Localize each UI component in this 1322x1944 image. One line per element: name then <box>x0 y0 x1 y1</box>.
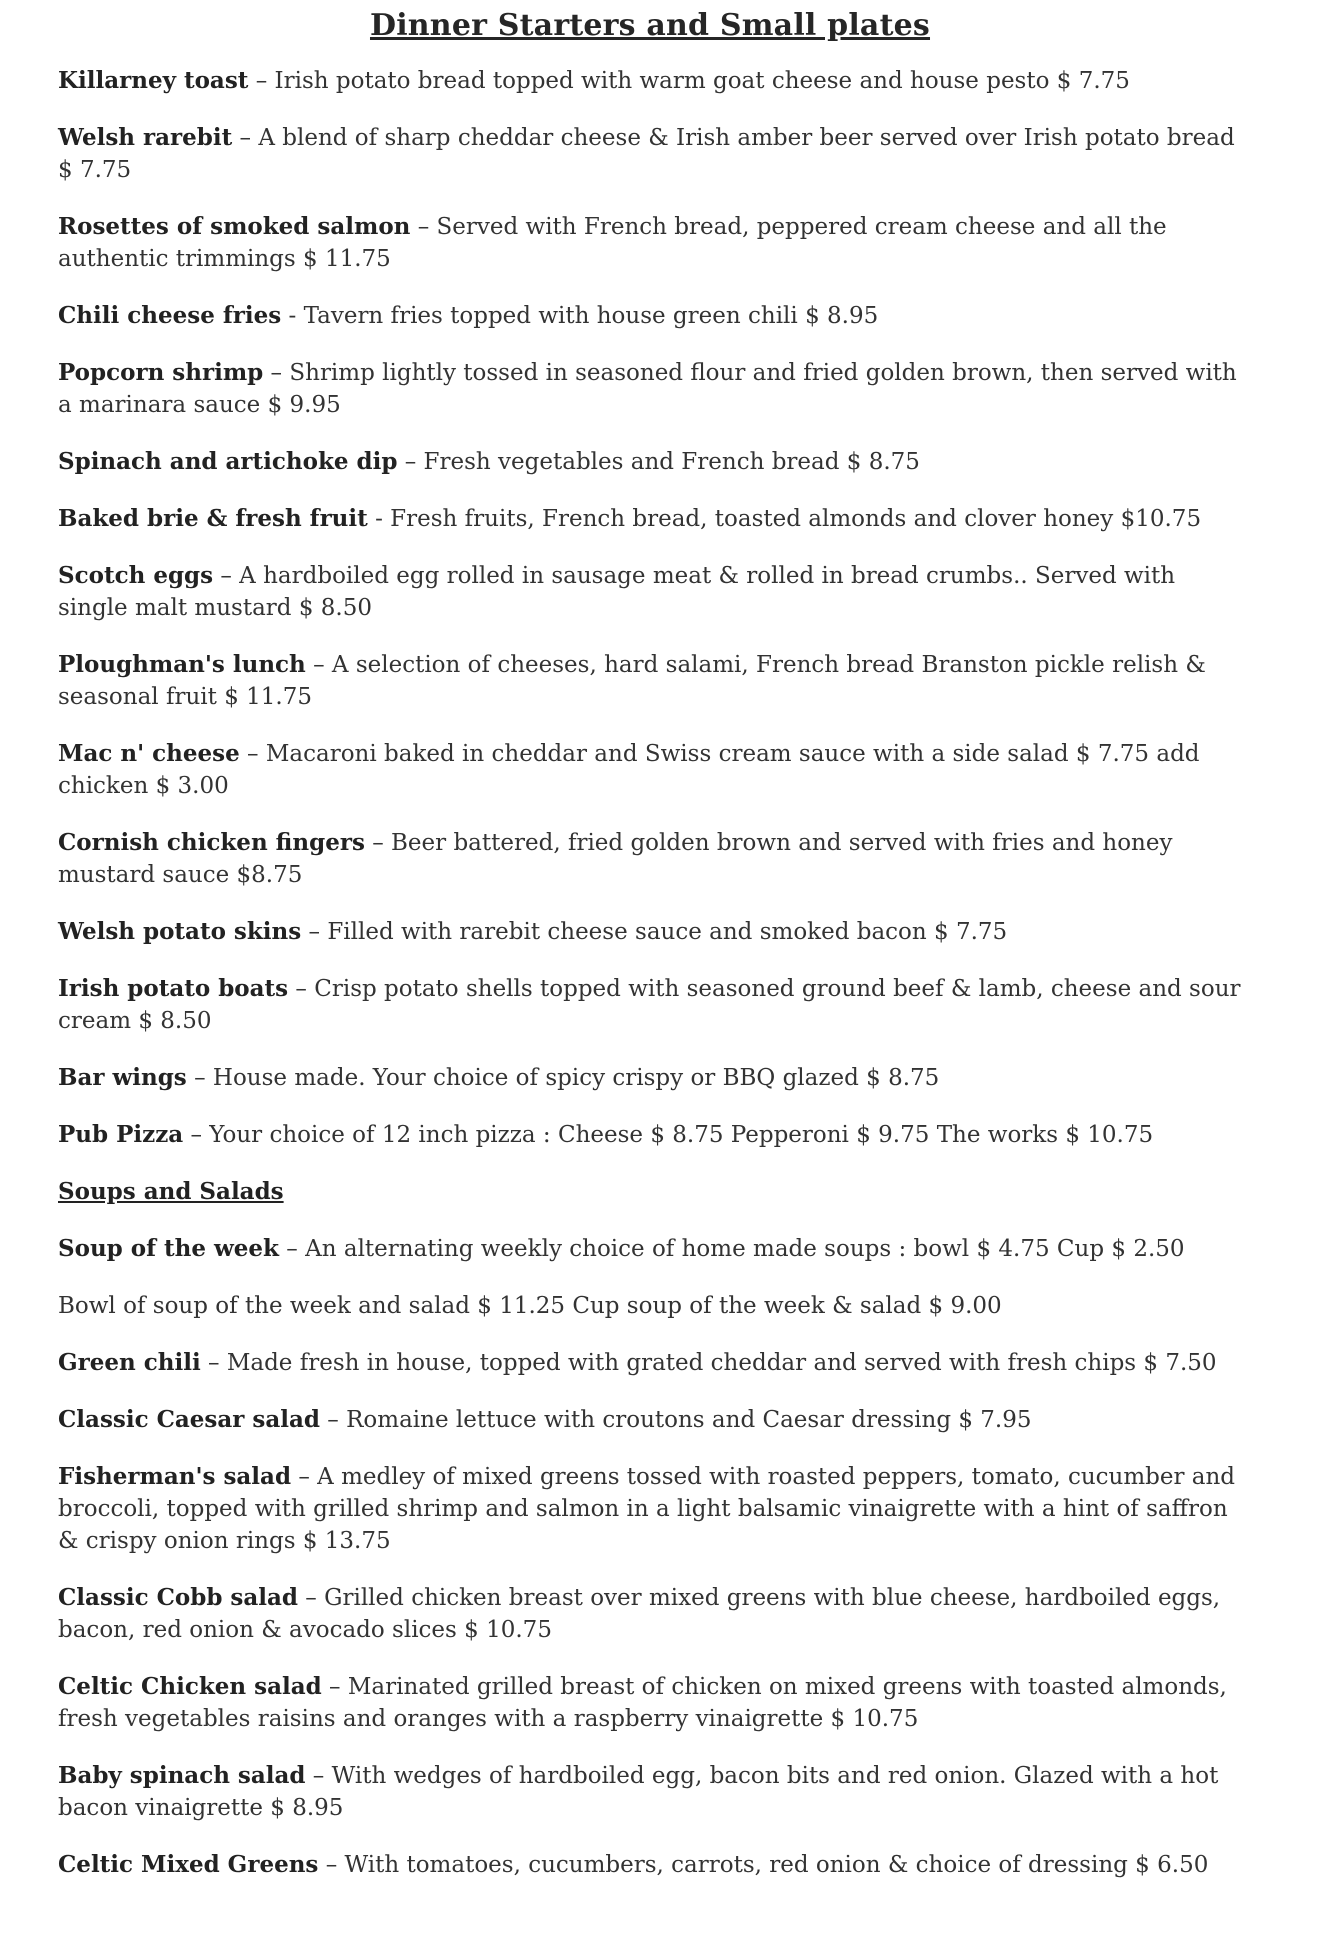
menu-title: Dinner Starters and Small plates <box>369 8 931 43</box>
item-name: Welsh rarebit <box>58 124 233 151</box>
menu-item <box>58 1233 1242 1265</box>
menu-item <box>58 1119 1242 1151</box>
menu-item <box>58 122 1242 186</box>
item-name: Welsh potato skins <box>58 918 302 945</box>
menu-item <box>58 649 1242 713</box>
menu-item <box>58 1671 1242 1735</box>
item-name: Green chili <box>58 1349 201 1376</box>
menu-item <box>58 560 1242 624</box>
item-name: Popcorn shrimp <box>58 359 264 386</box>
menu-item <box>58 1849 1242 1881</box>
item-name: Celtic Mixed Greens <box>58 1851 319 1878</box>
item-description: – A medley of mixed greens tossed with roasted peppers, tomato, cucumber and broccoli, topped with grilled shrimp and salmon in a light balsamic vinaigrette with a hint of saffron & crispy onion rings $ 13.75 <box>58 1464 1236 1554</box>
item-description: – A blend of sharp cheddar cheese & Irish amber beer served over Irish potato bread $ 7.75 <box>58 125 1235 183</box>
item-name: Soup of the week <box>58 1235 279 1262</box>
item-name: Mac n' cheese <box>58 740 240 767</box>
menu-item <box>58 1582 1242 1646</box>
menu-item <box>58 1404 1242 1436</box>
item-name: Spinach and artichoke dip <box>58 448 398 475</box>
item-description: – With wedges of hardboiled egg, bacon bits and red onion. Glazed with a hot bacon vinaigrette $ 8.95 <box>58 1763 1219 1821</box>
item-description: – House made. Your choice of spicy crispy or BBQ glazed $ 8.75 <box>186 1065 940 1091</box>
item-description: – Romaine lettuce with croutons and Caesar dressing $ 7.95 <box>319 1407 1032 1433</box>
menu-item <box>58 211 1242 275</box>
soups-salads-list <box>58 1233 1242 1881</box>
menu-item <box>58 1760 1242 1824</box>
item-name: Baked brie & fresh fruit <box>58 505 368 532</box>
item-name: Baby spinach salad <box>58 1762 306 1789</box>
item-description: – Irish potato bread topped with warm goat cheese and house pesto $ 7.75 <box>248 68 1130 94</box>
item-description: – Macaroni baked in cheddar and Swiss cream sauce with a side salad $ 7.75 add chicken $ 3.00 <box>58 741 1200 799</box>
menu-item <box>58 503 1242 535</box>
menu-item <box>58 1290 1242 1322</box>
item-description: – Shrimp lightly tossed in seasoned flour and fried golden brown, then served with a marinara sauce $ 9.95 <box>58 360 1237 418</box>
item-description: – Crisp potato shells topped with seasoned ground beef & lamb, cheese and sour cream $ 8.50 <box>58 976 1241 1034</box>
item-description: – A selection of cheeses, hard salami, French bread Branston pickle relish & seasonal fruit $ 11.75 <box>58 652 1206 710</box>
starters-list <box>58 65 1242 1151</box>
item-description: – Beer battered, fried golden brown and served with fries and honey mustard sauce $8.75 <box>58 830 1173 888</box>
item-description: – A hardboiled egg rolled in sausage meat & rolled in bread crumbs.. Served with single malt mustard $ 8.50 <box>58 563 1176 621</box>
item-name: Cornish chicken fingers <box>58 829 365 856</box>
item-description: – Marinated grilled breast of chicken on mixed greens with toasted almonds, fresh vegetables raisins and oranges with a raspberry vinaigrette $ 10.75 <box>58 1674 1227 1732</box>
menu-item <box>58 973 1242 1037</box>
menu-item <box>58 65 1242 97</box>
item-name: Classic Caesar salad <box>58 1406 320 1433</box>
item-name: Irish potato boats <box>58 975 289 1002</box>
item-name: Pub Pizza <box>58 1121 184 1148</box>
item-description: – Your choice of 12 inch pizza : Cheese $ 8.75 Pepperoni $ 9.75 The works $ 10.75 <box>183 1122 1154 1148</box>
item-description: – With tomatoes, cucumbers, carrots, red onion & choice of dressing $ 6.50 <box>318 1852 1209 1878</box>
item-description: – Fresh vegetables and French bread $ 8.75 <box>397 449 920 475</box>
item-description: – Made fresh in house, topped with grated cheddar and served with fresh chips $ 7.50 <box>200 1350 1217 1376</box>
menu-item <box>58 446 1242 478</box>
item-name: Chili cheese fries <box>58 302 282 329</box>
item-name: Celtic Chicken salad <box>58 1673 322 1700</box>
item-name: Ploughman's lunch <box>58 651 306 678</box>
menu-item <box>58 738 1242 802</box>
menu-item <box>58 1461 1242 1557</box>
item-name: Fisherman's salad <box>58 1463 292 1490</box>
item-description: - Fresh fruits, French bread, toasted almonds and clover honey $10.75 <box>367 506 1202 532</box>
item-description: – Grilled chicken breast over mixed greens with blue cheese, hardboiled eggs, bacon, red onion & avocado slices $ 10.75 <box>58 1585 1221 1643</box>
menu-item <box>58 300 1242 332</box>
item-description: – Filled with rarebit cheese sauce and smoked bacon $ 7.75 <box>301 919 1008 945</box>
menu-item <box>58 1062 1242 1094</box>
item-name: Classic Cobb salad <box>58 1584 298 1611</box>
item-name: Killarney toast <box>58 67 249 94</box>
menu-item <box>58 827 1242 891</box>
item-name: Rosettes of smoked salmon <box>58 213 411 240</box>
item-description: – An alternating weekly choice of home made soups : bowl $ 4.75 Cup $ 2.50 <box>279 1236 1185 1262</box>
item-name: Scotch eggs <box>58 562 214 589</box>
item-description: – Served with French bread, peppered cream cheese and all the authentic trimmings $ 11.75 <box>58 214 1167 272</box>
menu-item <box>58 357 1242 421</box>
menu-item <box>58 916 1242 948</box>
item-description: - Tavern fries topped with house green chili $ 8.95 <box>281 303 879 329</box>
item-description: Bowl of soup of the week and salad $ 11.25 Cup soup of the week & salad $ 9.00 <box>58 1293 1002 1319</box>
section-title-soups-salads: Soups and Salads <box>58 1178 284 1205</box>
menu-item <box>58 1347 1242 1379</box>
item-name: Bar wings <box>58 1064 187 1091</box>
